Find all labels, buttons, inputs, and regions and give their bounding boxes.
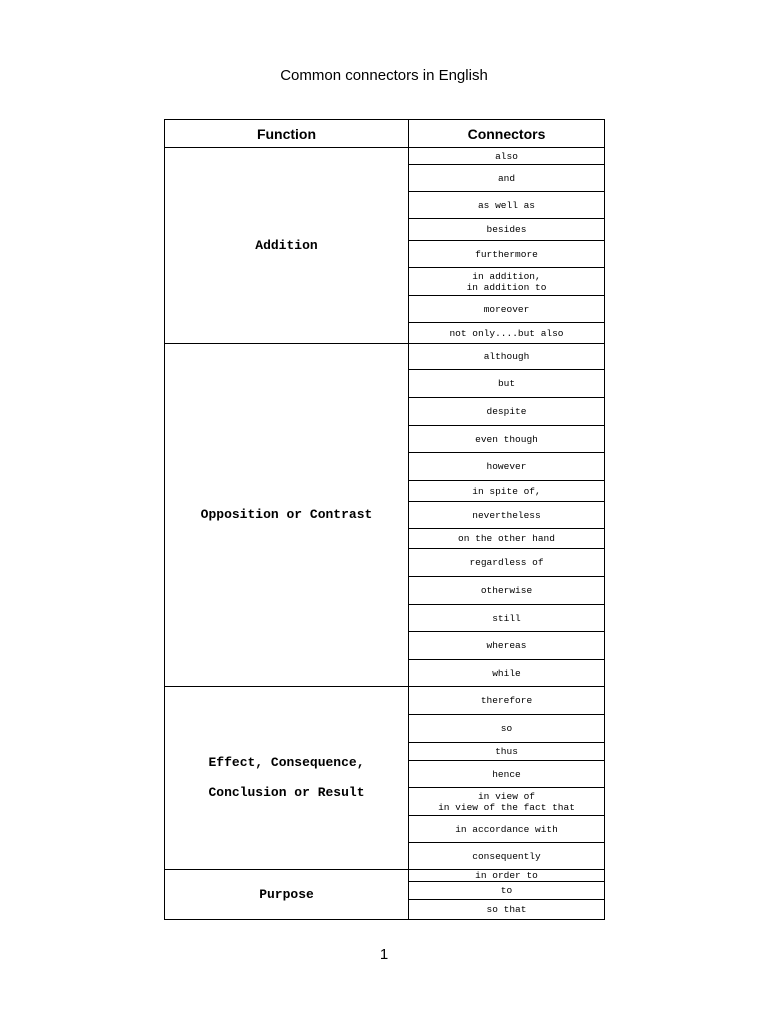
connectors-column-header: Connectors: [409, 120, 605, 148]
connector-label: in addition to: [466, 281, 547, 293]
connector-cell: [409, 843, 605, 870]
connector-label: in order to: [475, 870, 538, 881]
connector-cell: [409, 687, 605, 715]
table-header-row: [165, 120, 605, 148]
connector-cell: [409, 788, 605, 816]
connector-label: as well as: [477, 199, 535, 211]
page-number: 1: [379, 946, 389, 963]
function-cell: [165, 344, 409, 687]
connector-label: moreover: [483, 303, 530, 315]
function-label: Opposition or Contrast: [200, 507, 373, 522]
connector-label: and: [497, 172, 516, 184]
connector-label: despite: [486, 406, 527, 417]
connector-cell: [409, 219, 605, 241]
connector-cell: [409, 715, 605, 743]
connector-label: therefore: [480, 695, 533, 706]
connector-cell: [409, 761, 605, 788]
connector-cell: [409, 870, 605, 882]
connector-cell: [409, 605, 605, 632]
function-label: Conclusion or Result: [208, 785, 365, 800]
connectors-table: [164, 119, 605, 920]
function-cell: [165, 148, 409, 344]
function-column-header: Function: [165, 120, 409, 148]
connector-label: furthermore: [475, 248, 538, 260]
connector-label: in view of: [477, 790, 535, 802]
connector-cell: [409, 148, 605, 165]
document-title: Common connectors in English: [280, 67, 488, 84]
connector-cell: [409, 453, 605, 481]
connector-cell: [409, 577, 605, 605]
connector-label: in view of the fact that: [438, 801, 575, 813]
connector-label: on the other hand: [458, 533, 555, 544]
connector-cell: [409, 398, 605, 426]
connector-cell: [409, 502, 605, 529]
connector-cell: [409, 241, 605, 268]
connector-cell: [409, 426, 605, 453]
connector-cell: [409, 344, 605, 370]
connector-cell: [409, 900, 605, 920]
connector-cell: [409, 481, 605, 502]
connector-label: even though: [475, 433, 538, 445]
connector-label: to: [500, 885, 513, 896]
connector-label: regardless of: [469, 557, 544, 568]
connector-label: so: [500, 723, 513, 734]
connector-cell: [409, 165, 605, 192]
connector-label: otherwise: [480, 585, 533, 596]
connector-label: thus: [495, 746, 518, 757]
connector-cell: [409, 370, 605, 398]
connector-cell: [409, 268, 605, 296]
table-row: [165, 687, 605, 715]
table-body: [165, 148, 605, 920]
connector-label: however: [486, 461, 527, 472]
function-cell: [165, 870, 409, 920]
connector-cell: [409, 323, 605, 344]
table-row: [165, 870, 605, 882]
connector-cell: [409, 632, 605, 660]
function-label: Addition: [255, 237, 318, 253]
function-label: Effect, Consequence,: [208, 755, 365, 770]
connector-label: in addition,: [472, 270, 541, 282]
connector-cell: [409, 296, 605, 323]
function-cell: [165, 687, 409, 870]
connector-cell: [409, 743, 605, 761]
connector-cell: [409, 192, 605, 219]
connector-label: but: [497, 378, 516, 389]
connector-label: not only....but also: [449, 327, 564, 339]
connector-cell: [409, 529, 605, 549]
connector-label: nevertheless: [472, 509, 541, 521]
connector-label: consequently: [472, 850, 541, 862]
function-label: Purpose: [259, 886, 314, 902]
connector-cell: [409, 660, 605, 687]
connector-cell: [409, 549, 605, 577]
connector-label: although: [483, 351, 530, 362]
connector-label: whereas: [486, 640, 527, 651]
table-row: [165, 344, 605, 370]
connector-label: while: [492, 667, 521, 679]
connector-label: still: [492, 612, 521, 624]
connector-label: besides: [486, 224, 527, 235]
connector-cell: [409, 882, 605, 900]
connector-label: in spite of,: [472, 485, 541, 497]
connector-cell: [409, 816, 605, 843]
connector-label: hence: [492, 768, 521, 780]
table-row: [165, 148, 605, 165]
connector-label: also: [495, 150, 518, 162]
connector-label: so that: [486, 904, 527, 915]
connector-label: in accordance with: [455, 823, 558, 835]
